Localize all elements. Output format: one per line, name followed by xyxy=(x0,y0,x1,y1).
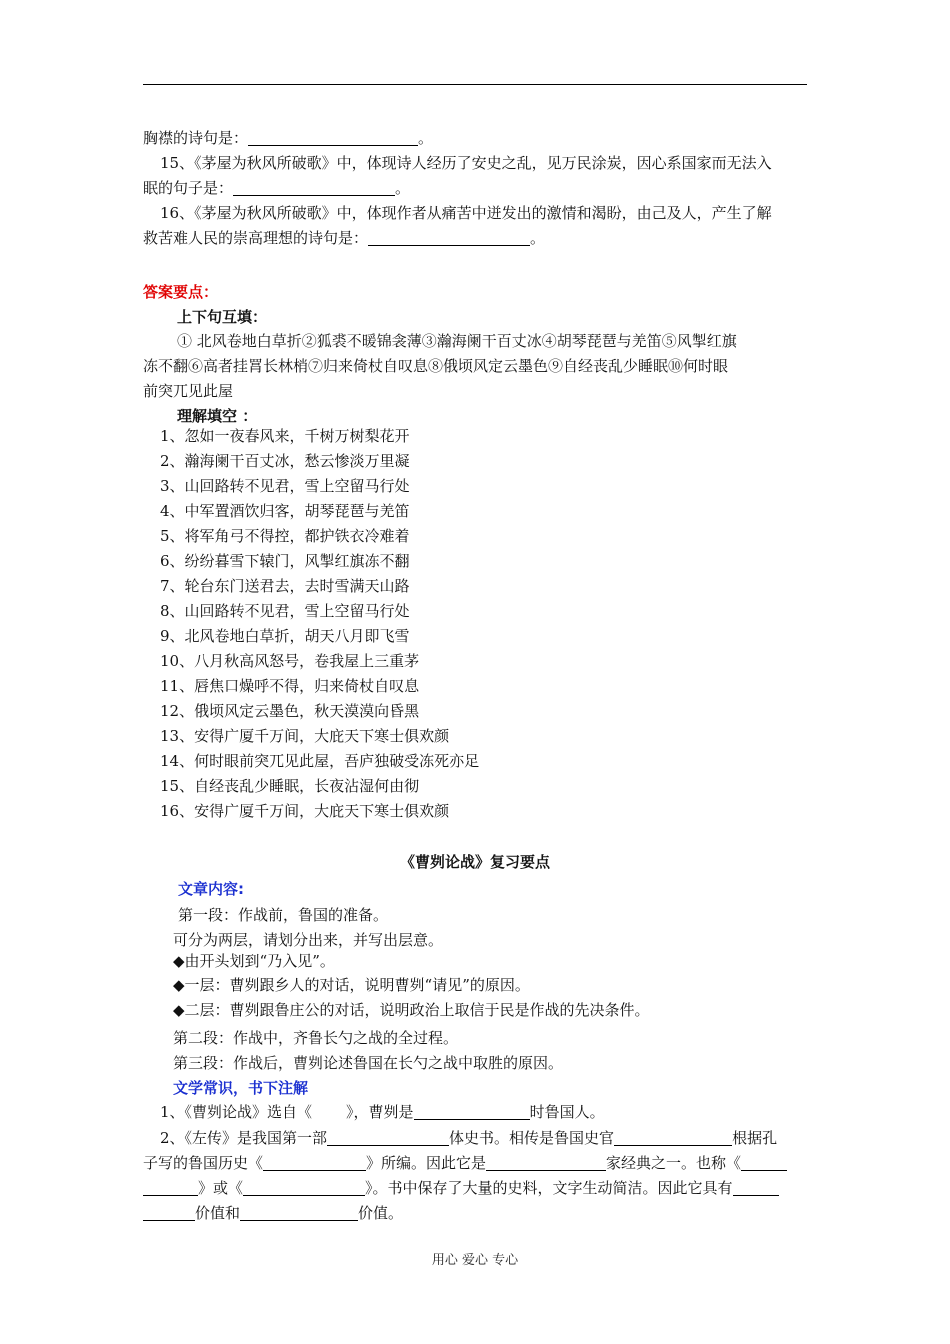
lit-q2-blank-3 xyxy=(263,1155,366,1171)
answer-item-2: 2、瀚海阑干百丈冰，愁云惨淡万里凝 xyxy=(160,452,410,470)
lit-q1-c: 时鲁国人。 xyxy=(529,1103,605,1121)
lit-q2-blank-5b xyxy=(143,1180,198,1196)
answers-heading: 答案要点： xyxy=(143,283,219,301)
lit-q2-blank-5a xyxy=(741,1155,787,1171)
lit-q2-line3 xyxy=(143,1178,779,1198)
lit-q2-line1 xyxy=(160,1128,777,1148)
answer-item-9: 9、北风卷地白草折，胡天八月即飞雪 xyxy=(160,627,410,645)
section1-title: 上下句互填： xyxy=(177,308,268,326)
lit-q2-line4 xyxy=(143,1203,403,1223)
q16-end: 。 xyxy=(530,229,546,247)
lit-q2-blank-2 xyxy=(614,1130,732,1146)
answer-item-8: 8、山回路转不见君，雪上空留马行处 xyxy=(160,602,410,620)
bullet-2: ◆二层：曹刿跟鲁庄公的对话，说明政治上取信于民是作战的先决条件。 xyxy=(173,1001,650,1019)
page-footer: 用心 爱心 专心 xyxy=(431,1253,519,1268)
bullet-0: ◆由开头划到“乃入见”。 xyxy=(173,952,335,970)
lit-q1-blank xyxy=(414,1104,530,1120)
answer-item-11: 11、唇焦口燥呼不得，归来倚杖自叹息 xyxy=(160,677,420,695)
review-title: 《曹刿论战》复习要点 xyxy=(399,853,550,871)
answer-item-6: 6、纷纷暮雪下辕门，风掣红旗冻不翻 xyxy=(160,552,410,570)
q14-blank xyxy=(248,130,418,146)
lit-q2-h: 》。书中保存了大量的史料，文字生动简洁。因此它具有 xyxy=(365,1179,733,1197)
q15-text: 眠的句子是： xyxy=(143,179,234,197)
q16-text: 救苦难人民的崇高理想的诗句是： xyxy=(143,229,369,247)
lit-q2-line2 xyxy=(143,1153,787,1173)
answer-item-14: 14、何时眼前突兀见此屋，吾庐独破受冻死亦足 xyxy=(160,752,480,770)
lit-q2-blank-6 xyxy=(243,1180,365,1196)
q14-line xyxy=(143,128,433,148)
q15-blank xyxy=(233,180,395,196)
header-rule xyxy=(143,84,807,85)
q16-line-a: 16、《茅屋为秋风所破歌》中，体现作者从痛苦中迸发出的激情和渴盼，由己及人，产生了解 xyxy=(160,204,772,222)
para3: 第三段：作战后，曹刿论述鲁国在长勺之战中取胜的原因。 xyxy=(173,1054,564,1072)
lit-q2-blank-4 xyxy=(486,1155,606,1171)
q15-line-a: 15、《茅屋为秋风所破歌》中，体现诗人经历了安史之乱，见万民涂炭，因心系国家而无法入 xyxy=(160,154,772,172)
lit-q2-d: 子写的鲁国历史《 xyxy=(143,1154,264,1172)
lit-heading: 文学常识，书下注解 xyxy=(173,1079,309,1097)
lit-q2-f: 家经典之一。也称《 xyxy=(606,1154,742,1172)
section2-title: 理解填空 ： xyxy=(177,407,258,425)
q16-line-b xyxy=(143,228,545,248)
answer-item-15: 15、自经丧乱少睡眠，长夜沾湿何由彻 xyxy=(160,777,420,795)
lit-q2-g: 》或《 xyxy=(198,1179,244,1197)
answer-item-10: 10、八月秋高风怒号，卷我屋上三重茅 xyxy=(160,652,420,670)
answer-item-12: 12、俄顷风定云墨色，秋天漠漠向昏黑 xyxy=(160,702,420,720)
lit-q1-a: 1、《曹刿论战》选自《 xyxy=(160,1103,313,1121)
section1-line-2: 冻不翻⑥高者挂罥长林梢⑦归来倚杖自叹息⑧俄顷风定云墨色⑨自经丧乱少睡眠⑩何时眼 xyxy=(143,357,729,375)
lit-q2-i: 价值和 xyxy=(195,1204,241,1222)
para2: 第二段：作战中，齐鲁长勺之战的全过程。 xyxy=(173,1029,459,1047)
lit-q1 xyxy=(160,1102,605,1122)
lit-q2-c: 根据孔 xyxy=(732,1129,778,1147)
section1-line-3: 前突兀见此屋 xyxy=(143,382,234,400)
lit-q2-e: 》所编。因此它是 xyxy=(366,1154,487,1172)
answer-item-1: 1、忽如一夜春风来，千树万树梨花开 xyxy=(160,427,410,445)
q14-text: 胸襟的诗句是： xyxy=(143,129,249,147)
q16-blank xyxy=(368,230,530,246)
para1-note: 可分为两层，请划分出来，并写出层意。 xyxy=(173,931,444,949)
q15-line-b xyxy=(143,178,410,198)
lit-q2-j: 价值。 xyxy=(358,1204,404,1222)
answer-item-5: 5、将军角弓不得控，都护铁衣冷难着 xyxy=(160,527,410,545)
lit-q2-blank-7b xyxy=(143,1205,195,1221)
section1-line-1: ① 北风卷地白草折②狐裘不暖锦衾薄③瀚海阑干百丈冰④胡琴琵琶与羌笛⑤风掣红旗 xyxy=(177,332,737,350)
bullet-1: ◆一层：曹刿跟乡人的对话，说明曹刿“请见”的原因。 xyxy=(173,976,530,994)
answer-item-13: 13、安得广厦千万间，大庇天下寒士俱欢颜 xyxy=(160,727,450,745)
lit-q2-a: 2、《左传》是我国第一部 xyxy=(160,1129,328,1147)
q15-end: 。 xyxy=(395,179,411,197)
answer-item-3: 3、山回路转不见君，雪上空留马行处 xyxy=(160,477,410,495)
lit-q2-blank-1 xyxy=(327,1130,449,1146)
q14-end: 。 xyxy=(418,129,434,147)
para1: 第一段：作战前，鲁国的准备。 xyxy=(178,906,389,924)
answer-item-7: 7、轮台东门送君去，去时雪满天山路 xyxy=(160,577,410,595)
lit-q2-blank-8 xyxy=(240,1205,358,1221)
answer-item-4: 4、中军置酒饮归客，胡琴琵琶与羌笛 xyxy=(160,502,410,520)
lit-q2-blank-7a xyxy=(733,1180,779,1196)
lit-q2-b: 体史书。相传是鲁国史官 xyxy=(449,1129,615,1147)
lit-q1-b: 》，曹刿是 xyxy=(346,1103,414,1121)
content-heading: 文章内容: xyxy=(178,880,244,898)
answer-item-16: 16、安得广厦千万间，大庇天下寒士俱欢颜 xyxy=(160,802,450,820)
